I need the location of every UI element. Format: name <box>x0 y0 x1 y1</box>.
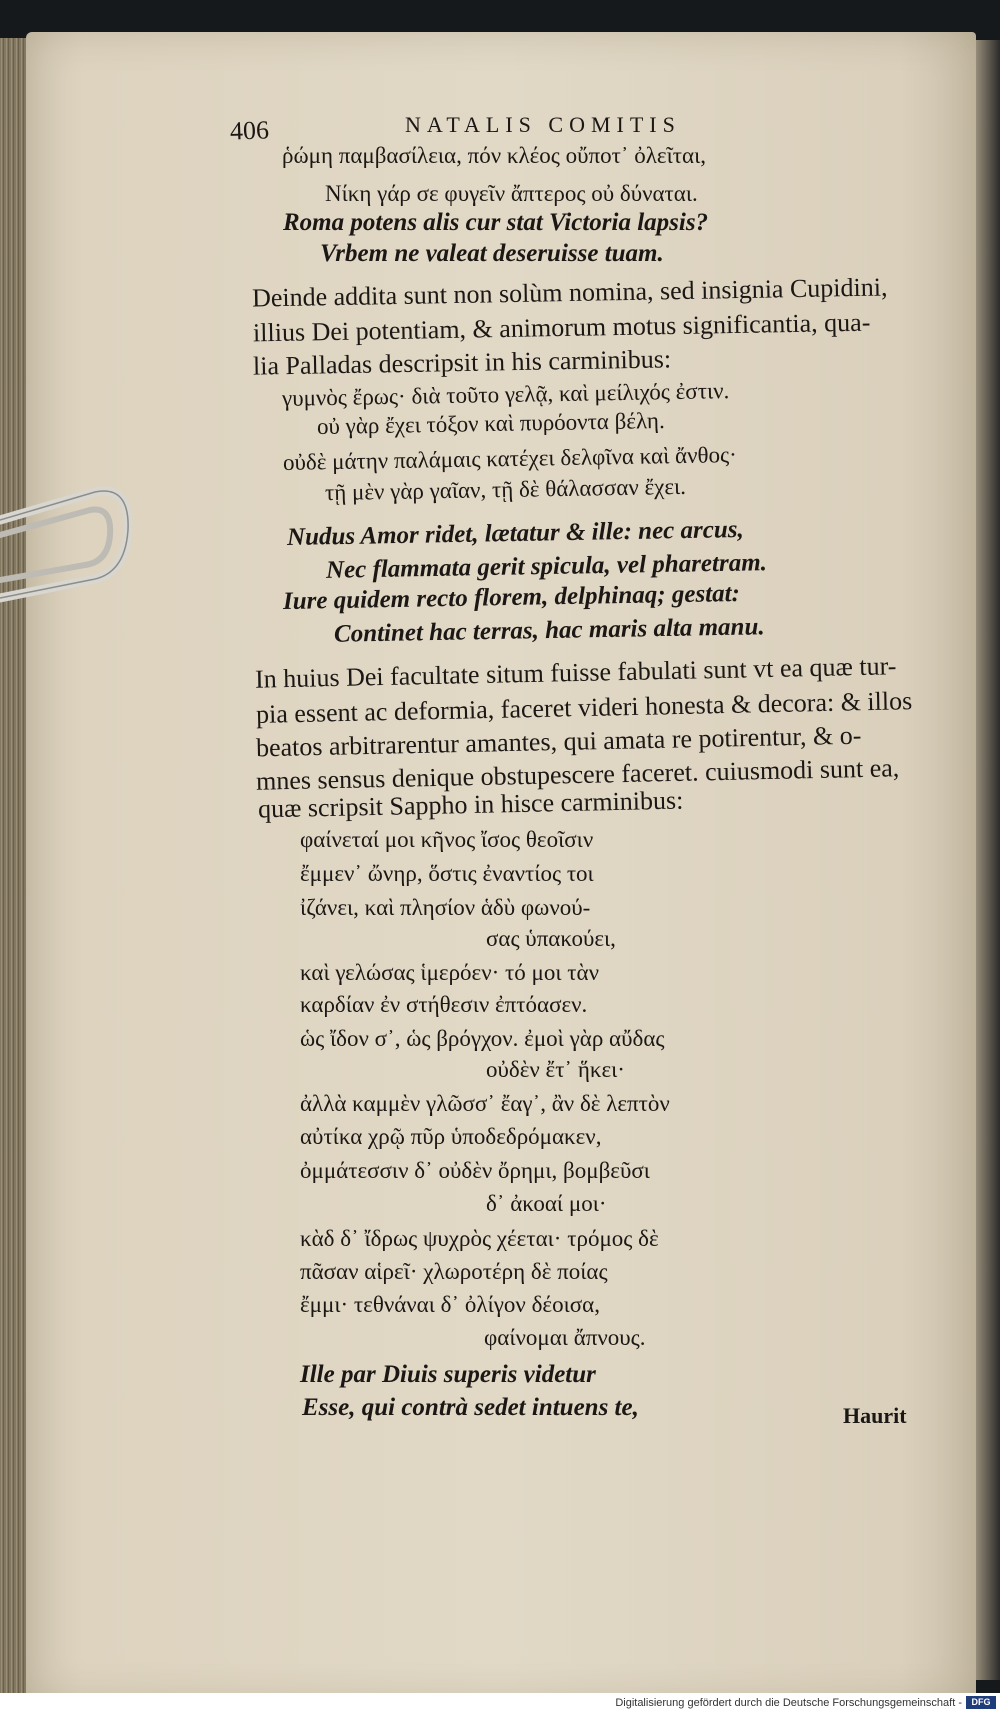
latin-verse-line: Nudus Amor ridet, lætatur & ille: nec arcus, <box>286 516 744 551</box>
greek-verse-line: σας ὑπακούει, <box>486 926 616 951</box>
prose-line: quæ scripsit Sappho in hisce carminibus: <box>257 785 684 824</box>
greek-verse-line: οὐδὲ μάτην παλάμαις κατέχει δελφῖνα καὶ ἄνθος· <box>282 442 737 475</box>
prose-line: illius Dei potentiam, & animorum motus significantia, qua- <box>252 307 871 348</box>
greek-verse-line: φαίνεταί μοι κῆνος ἴσος θεοῖσιν <box>300 827 594 852</box>
latin-verse-line: Continet hac terras, hac maris alta manu. <box>333 613 765 648</box>
greek-verse-line: πᾶσαν αἱρεῖ· χλωροτέρη δὲ ποίας <box>300 1259 608 1284</box>
greek-verse-line: αὐτίκα χρῷ πῦρ ὑποδεδρόμακεν, <box>300 1124 602 1149</box>
epigram-greek-line: ῥώμη παμβασίλεια, πόν κλέος οὔποτ᾽ ὀλεῖται, <box>282 143 707 168</box>
greek-verse-line: καὶ γελώσας ἱμερόεν· τό μοι τὰν <box>300 960 599 985</box>
prose-line: mnes sensus denique obstupescere faceret. cuiusmodi sunt ea, <box>255 753 900 796</box>
latin-verse-line: Iure quidem recto florem, delphinaq; gestat: <box>282 580 741 615</box>
latin-verse-line: Esse, qui contrà sedet intuens te, <box>302 1394 639 1421</box>
digitization-credit: Digitalisierung gefördert durch die Deutsche Forschungsgemeinschaft - <box>615 1697 962 1709</box>
greek-verse-line: ἰζάνει, καὶ πλησίον ἁδὺ φωνού- <box>300 895 591 920</box>
prose-line: lia Palladas descripsit in his carminibus: <box>252 344 672 381</box>
page-number: 406 <box>229 115 270 146</box>
prose-line: Deinde addita sunt non solùm nomina, sed insignia Cupidini, <box>251 272 888 313</box>
epigram-latin-line: Vrbem ne valeat deseruisse tuam. <box>320 240 664 267</box>
dfg-logo: DFG <box>966 1696 996 1709</box>
paper-clip-icon <box>0 480 135 605</box>
greek-verse-line: οὐ γὰρ ἔχει τόξον καὶ πυρόοντα βέλη. <box>316 407 665 440</box>
prose-line: In huius Dei facultate situm fuisse fabulati sunt vt ea quæ tur- <box>254 651 897 694</box>
greek-verse-line: φαίνομαι ἄπνους. <box>484 1325 646 1350</box>
greek-verse-line: ἔμμεν᾽ ὤνηρ, ὅστις ἐναντίος τοι <box>300 861 594 886</box>
greek-verse-line: οὐδὲν ἔτ᾽ ἥκει· <box>486 1057 625 1082</box>
greek-verse-line: ἔμμι· τεθνάναι δ᾽ ὀλίγον δέοισα, <box>300 1292 600 1317</box>
greek-verse-line: ὡς ἴδον σ᾽, ὡς βρόγχον. ἐμοὶ γὰρ αὔδας <box>300 1026 665 1051</box>
greek-verse-line: τῇ μὲν γὰρ γαῖαν, τῇ δὲ θάλασσαν ἔχει. <box>324 473 687 506</box>
running-head: NATALIS COMITIS <box>405 112 681 137</box>
page-stack-edge <box>0 38 28 1708</box>
latin-verse-line: Nec flammata gerit spicula, vel pharetram. <box>325 549 768 584</box>
greek-verse-line: ἀλλὰ καμμὲν γλῶσσ᾽ ἔαγ᾽, ἂν δὲ λεπτὸν <box>300 1091 670 1116</box>
greek-verse-line: κὰδ δ᾽ ἴδρως ψυχρὸς χέεται· τρόμος δὲ <box>300 1226 659 1251</box>
greek-verse-line: ὀμμάτεσσιν δ᾽ οὐδὲν ὄρημι, βομβεῦσι <box>300 1158 650 1183</box>
epigram-greek-line: Νίκη γάρ σε φυγεῖν ἄπτερος οὐ δύναται. <box>325 181 698 206</box>
greek-verse-line: γυμνὸς ἔρως· διὰ τοῦτο γελᾷ, καὶ μείλιχός ἐστιν. <box>281 378 730 411</box>
greek-verse-line: δ᾽ ἀκοαί μοι· <box>486 1191 607 1216</box>
latin-verse-line: Ille par Diuis superis videtur <box>300 1361 596 1388</box>
greek-verse-line: καρδίαν ἐν στήθεσιν ἐπτόασεν. <box>300 992 588 1017</box>
catchword: Haurit <box>843 1403 907 1428</box>
epigram-latin-line: Roma potens alis cur stat Victoria lapsis? <box>283 209 709 236</box>
prose-line: pia essent ac deformia, faceret videri honesta & decora: & illos <box>255 686 913 729</box>
prose-line: beatos arbitrarentur amantes, qui amata re potirentur, & o- <box>255 720 862 763</box>
